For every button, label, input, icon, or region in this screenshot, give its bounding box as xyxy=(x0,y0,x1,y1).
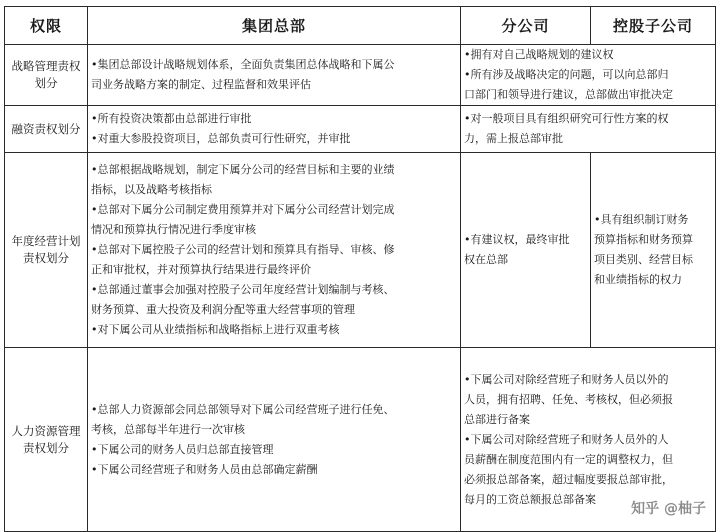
text-line: 必须报总部备案，超过幅度要报总部审批， xyxy=(464,472,673,486)
text-line: 人员，拥有招聘、任免、考核权，但必须报 xyxy=(464,392,673,406)
row-label-hr: 人力资源管理责权划分 xyxy=(5,348,88,532)
text-line: •下属公司对除经营班子和财务人员以外的 xyxy=(464,372,669,386)
text-line: 考核，总部每半年进行一次审核 xyxy=(91,422,245,436)
cell-annual-plan-branch xyxy=(461,153,591,348)
text-line: •总部对下属分公司制定费用预算并对下属分公司经营计划完成 xyxy=(91,203,395,216)
text-line: •总部对下属控股子公司的经营计划和预算具有指导、审核、修 xyxy=(91,243,395,256)
text-line: 每月的工资总额报总部备案 xyxy=(464,492,596,506)
text-line: •下属公司对除经营班子和财务人员外的人 xyxy=(464,432,669,446)
text-line: •总部人力资源部会同总部领导对下属公司经营班子进行任免、 xyxy=(91,402,395,416)
cell-annual-plan-hq xyxy=(88,153,461,348)
text-line: •对下属公司从业绩指标和战略指标上进行双重考核 xyxy=(91,323,340,336)
row-strategy xyxy=(5,45,716,106)
authority-table xyxy=(4,6,716,532)
text-line: 员薪酬在制度范围内有一定的调整权力，但 xyxy=(464,452,673,466)
text-line: 司业务战略方案的制定、过程监督和效果评估 xyxy=(91,78,311,91)
text-line: 权在总部 xyxy=(464,253,508,266)
row-hr xyxy=(5,348,716,532)
row-label-financing: 融资责权划分 xyxy=(5,106,88,153)
text-line: •拥有对自己战略规划的建议权 xyxy=(464,48,614,61)
row-financing xyxy=(5,106,716,153)
text-line: 财务预算、重大投资及利润分配等重大经营事项的管理 xyxy=(91,303,355,316)
text-line: 正和审批权，并对预算执行结果进行最终评价 xyxy=(91,263,311,276)
cell-financing-branch xyxy=(461,106,716,153)
text-line: 项目类别、经营目标 xyxy=(594,253,693,266)
text-line: 总部进行备案 xyxy=(464,412,530,426)
row-label-strategy: 战略管理责权划分 xyxy=(5,45,88,106)
text-line: •有建议权，最终审批 xyxy=(464,233,570,246)
text-line: •下属公司经营班子和财务人员由总部确定薪酬 xyxy=(91,462,318,476)
text-line: •总部通过董事会加强对控股子公司年度经营计划编制与考核、 xyxy=(91,283,395,296)
cell-strategy-branch xyxy=(461,45,716,106)
text-line: 和业绩指标的权力 xyxy=(594,273,682,286)
text-line: •下属公司的财务人员归总部直接管理 xyxy=(91,442,274,456)
text-line: •对一般项目具有组织研究可行性方案的权 xyxy=(464,112,669,125)
text-line: •总部根据战略规划，制定下属分公司的经营目标和主要的业绩 xyxy=(91,163,395,176)
text-line: 预算指标和财务预算 xyxy=(594,233,693,246)
row-label-annual-plan: 年度经营计划责权划分 xyxy=(5,153,88,348)
text-line: 口部门和领导进行建议，总部做出审批决定 xyxy=(464,88,673,101)
text-line: 力，需上报总部审批 xyxy=(464,132,563,145)
header-row xyxy=(5,7,716,45)
cell-financing-hq xyxy=(88,106,461,153)
text-line: •所有投资决策都由总部进行审批 xyxy=(91,112,252,125)
row-annual-plan xyxy=(5,153,716,348)
text-line: 情况和预算执行情况进行季度审核 xyxy=(91,223,256,236)
watermark: 知乎 @柚子 xyxy=(631,501,706,517)
text-line: •对重大参股投资项目，总部负责可行性研究，并审批 xyxy=(91,132,351,145)
text-line: 指标，以及战略考核指标 xyxy=(91,183,212,196)
text-line: •所有涉及战略决定的问题，可以向总部归 xyxy=(464,68,669,81)
header-hq: 集团总部 xyxy=(88,7,461,45)
header-authority: 权限 xyxy=(5,7,88,45)
header-holding: 控股子公司 xyxy=(591,7,716,45)
cell-strategy-hq xyxy=(88,45,461,106)
text-line: •集团总部设计战略规划体系，全面负责集团总体战略和下属公 xyxy=(91,58,395,71)
text-line: •具有组织制订财务 xyxy=(594,213,689,226)
header-branch: 分公司 xyxy=(461,7,591,45)
cell-annual-plan-holding xyxy=(591,153,716,348)
cell-hr-hq xyxy=(88,348,461,532)
